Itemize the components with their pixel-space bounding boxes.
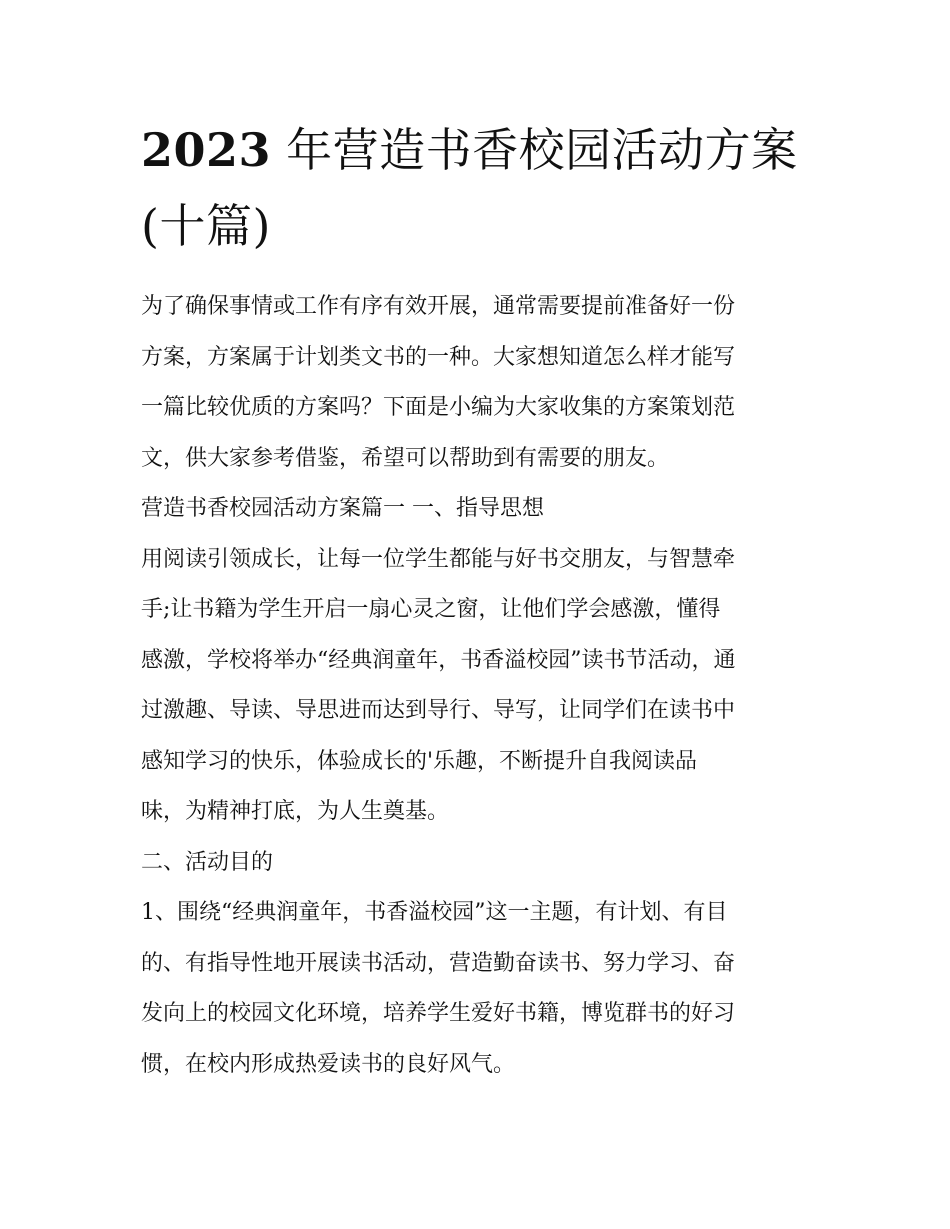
document-page bbox=[141, 112, 821, 1090]
goal-line: 惯，在校内形成热爱读书的良好风气。 bbox=[141, 1051, 516, 1077]
guide-line: 感激，学校将举办“经典润童年，书香溢校园”读书节活动，通 bbox=[141, 647, 736, 673]
section-heading-guide: 营造书香校园活动方案篇一 一、指导思想 bbox=[141, 496, 544, 521]
intro-paragraph bbox=[141, 282, 821, 484]
title-line-2: (十篇) bbox=[141, 199, 271, 253]
goals-paragraph bbox=[141, 888, 821, 1090]
guide-line: 手;让书籍为学生开启一扇心灵之窗，让他们学会感激，懂得 bbox=[141, 597, 721, 622]
goal-line: 发向上的校园文化环境，培养学生爱好书籍，博览群书的好习 bbox=[141, 1001, 736, 1026]
guide-paragraph bbox=[141, 535, 821, 838]
goal-line: 的、有指导性地开展读书活动，营造勤奋读书、努力学习、奋 bbox=[141, 950, 736, 976]
guide-line: 味，为精神打底，为人生奠基。 bbox=[141, 799, 450, 824]
title-line-1 bbox=[141, 112, 821, 188]
title-year: 2023 bbox=[141, 123, 272, 177]
title-text: 年营造书香校园活动方案 bbox=[271, 123, 798, 177]
guide-line: 感知学习的快乐，体验成长的'乐趣，不断提升自我阅读品 bbox=[141, 748, 698, 774]
intro-line: 为了确保事情或工作有序有效开展，通常需要提前准备好一份 bbox=[141, 294, 736, 319]
guide-line: 用阅读引领成长，让每一位学生都能与好书交朋友，与智慧牵 bbox=[141, 546, 736, 572]
goal-line: 1、围绕“经典润童年，书香溢校园”这一主题，有计划、有目 bbox=[141, 900, 728, 925]
document-body bbox=[141, 282, 821, 1090]
intro-line: 一篇比较优质的方案吗？下面是小编为大家收集的方案策划范 bbox=[141, 395, 736, 420]
intro-line: 文，供大家参考借鉴，希望可以帮助到有需要的朋友。 bbox=[141, 445, 670, 471]
document-title bbox=[141, 112, 821, 264]
guide-line: 过激趣、导读、导思进而达到导行、导写，让同学们在读书中 bbox=[141, 698, 736, 723]
intro-line: 方案，方案属于计划类文书的一种。大家想知道怎么样才能写 bbox=[141, 344, 736, 370]
section-heading-goals: 二、活动目的 bbox=[141, 849, 274, 875]
